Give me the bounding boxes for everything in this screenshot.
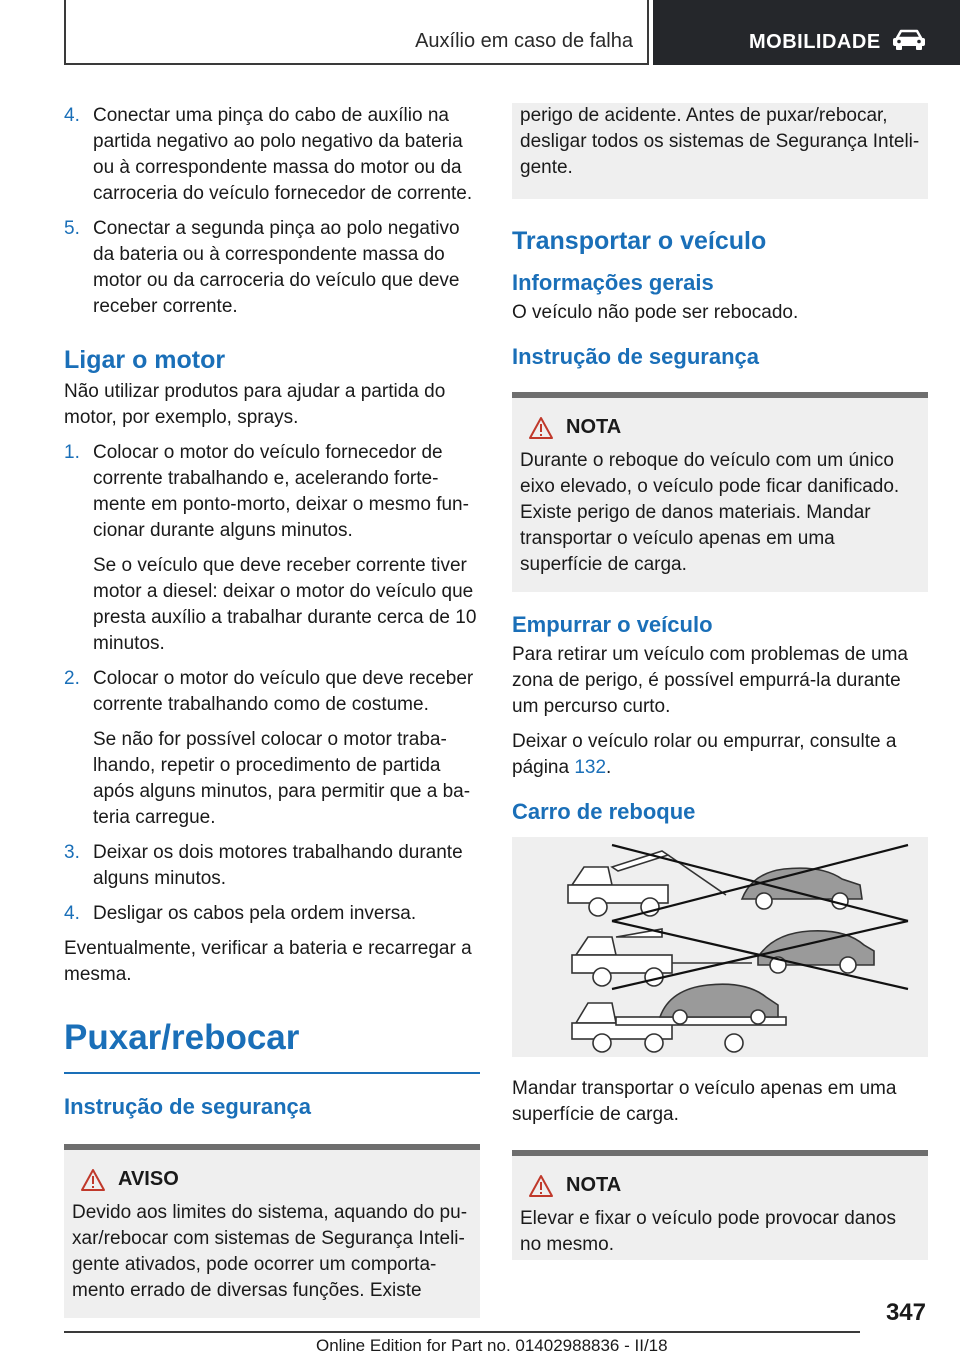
- step-item: [64, 901, 480, 927]
- note-text: Durante o reboque do veículo com um único eixo elevado, o veículo pode ficar danificado. Existe perigo de danos materiais. Mandar transportar o veículo apenas em uma superfície de carga.: [520, 450, 900, 575]
- step-number: 1.: [64, 442, 80, 463]
- warning-triangle-icon: [80, 1168, 106, 1192]
- warning-continuation-box: [512, 103, 928, 199]
- step-number: 3.: [64, 842, 80, 863]
- footer-divider: [64, 1331, 860, 1333]
- step-text: Desligar os cabos pela ordem inversa.: [93, 903, 417, 924]
- header-section-box: [64, 0, 649, 65]
- step-text: Colocar o motor do veículo fornecedor de corrente trabalhando e, acelerando fortemente em ponto-morto, deixar o mesmo funcionar durante alguns minutos.: [93, 442, 469, 541]
- step-item: [64, 440, 480, 544]
- push-text: Para retirar um veículo com problemas de uma zona de perigo, é possível empurrá-la durante um percurso curto.: [512, 644, 908, 717]
- step-item: [64, 840, 480, 892]
- note-label: NOTA: [566, 1174, 622, 1196]
- warning-triangle-icon: [528, 1174, 554, 1198]
- warning-continuation-text: perigo de acidente. Antes de puxar/rebocar, desligar todos os sistemas de Segurança Inteligente.: [520, 105, 920, 178]
- step-text: Colocar o motor do veículo que deve receber corrente trabalhando como de costume.: [93, 668, 474, 715]
- page-reference-link[interactable]: 132: [574, 757, 607, 778]
- note-header: [520, 414, 920, 444]
- footer-edition-text: Online Edition for Part no. 01402988836 - II/18: [316, 1336, 668, 1355]
- warning-header: [72, 1166, 472, 1196]
- tow-truck-heading: Carro de reboque: [512, 799, 696, 824]
- step-text: Conectar a segunda pinça ao polo negativo da bateria ou à correspondente massa do motor ou da carroceria do veículo que deve receber corrente.: [93, 218, 460, 317]
- header-section-title: Auxílio em caso de falha: [415, 30, 633, 52]
- note-box: [512, 392, 928, 592]
- note-header: [520, 1172, 920, 1202]
- note-label: NOTA: [566, 416, 622, 438]
- step-number: 5.: [64, 218, 80, 239]
- note-text: Elevar e fixar o veículo pode provocar danos no mesmo.: [520, 1208, 896, 1255]
- warning-text: Devido aos limites do sistema, aquando do puxar/rebocar com sistemas de Segurança Inteligente ativados, pode ocorrer um comportamento errado de diversas funções. Existe: [72, 1202, 468, 1301]
- warning-label: AVISO: [118, 1168, 179, 1190]
- step-number: 4.: [64, 105, 80, 126]
- step-subtext: Se não for possível colocar o motor trabalhando, repetir o procedimento de partida após alguns minutos, para permitir que a bateria carregue.: [93, 729, 471, 828]
- push-ref-pre: Deixar o veículo rolar ou empurrar, consulte a página: [512, 731, 897, 778]
- safety-heading: Instrução de segurança: [64, 1094, 311, 1119]
- warning-box: [64, 1144, 480, 1318]
- chapter-title: Puxar/rebocar: [64, 1018, 480, 1074]
- step-item: [64, 666, 480, 718]
- step-item: [64, 216, 480, 320]
- left-column: [64, 103, 480, 1318]
- tow-truck-illustration: [512, 837, 928, 1057]
- right-column: [512, 103, 928, 1260]
- page-number: 347: [885, 1299, 926, 1326]
- general-info-text: O veículo não pode ser rebocado.: [512, 302, 799, 323]
- section-heading-transport: Transportar o veículo: [512, 227, 767, 255]
- header-tab: [653, 0, 960, 65]
- warning-triangle-icon: [528, 416, 554, 440]
- tow-truck-caption: Mandar transportar o veículo apenas em uma superfície de carga.: [512, 1078, 897, 1125]
- step-number: 2.: [64, 668, 80, 689]
- note-box: [512, 1150, 928, 1260]
- car-icon: [891, 28, 927, 52]
- general-info-heading: Informações gerais: [512, 270, 714, 295]
- push-ref-post: .: [606, 757, 612, 778]
- step-subtext: Se o veículo que deve receber corrente tiver motor a diesel: deixar o motor do veículo que presta auxílio a trabalhar durante cerca de 10 minutos.: [93, 555, 477, 654]
- safety-heading: Instrução de segurança: [512, 344, 759, 369]
- push-heading: Empurrar o veículo: [512, 612, 713, 637]
- header-tab-label: MOBILIDADE: [749, 31, 881, 53]
- push-reference-text: [512, 729, 928, 781]
- closing-text: Eventualmente, verificar a bateria e recarregar a mesma.: [64, 938, 472, 985]
- step-text: Deixar os dois motores trabalhando durante alguns minutos.: [93, 842, 463, 889]
- page-header: [0, 0, 960, 66]
- step-item: [64, 103, 480, 207]
- section-heading-start-engine: Ligar o motor: [64, 346, 226, 374]
- step-number: 4.: [64, 903, 80, 924]
- start-intro-text: Não utilizar produtos para ajudar a partida do motor, por exemplo, sprays.: [64, 381, 446, 428]
- step-text: Conectar uma pinça do cabo de auxílio na partida negativo ao polo negativo da bateria ou à correspondente massa do motor ou da carroceria do veículo fornecedor de corrente.: [93, 105, 473, 204]
